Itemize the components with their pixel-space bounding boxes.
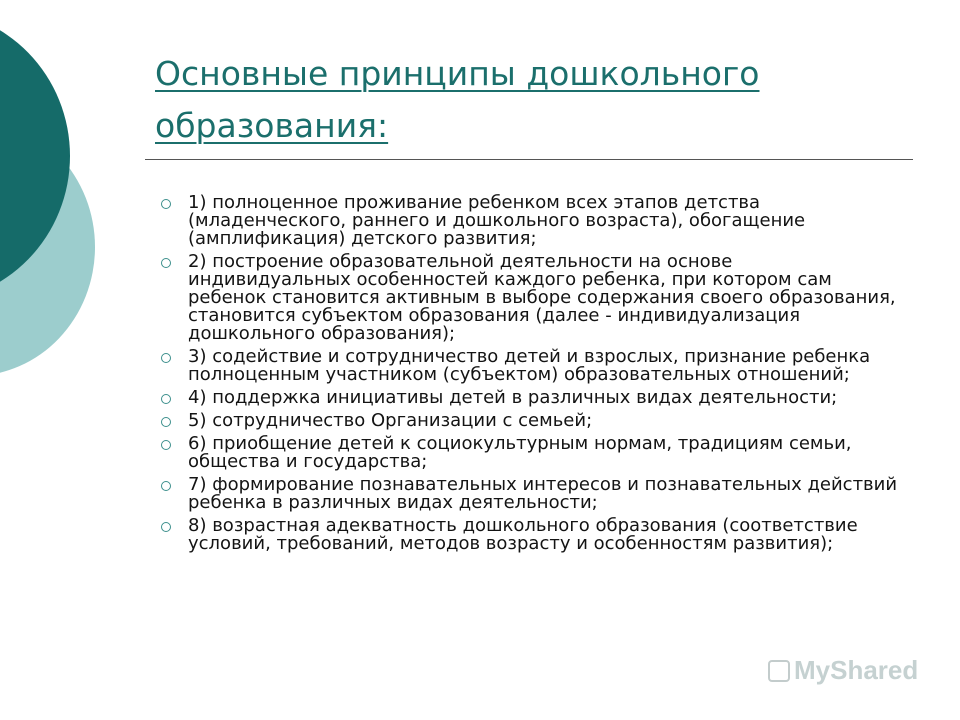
bullet-icon bbox=[159, 438, 173, 452]
list-item-text: 3) содействие и сотрудничество детей и взрослых, признание ребенка полноценным участником (субъектом) образовательных отношений; bbox=[188, 346, 871, 385]
bullet-icon bbox=[159, 392, 173, 406]
bullet-icon bbox=[159, 256, 173, 270]
bullet-icon bbox=[159, 197, 173, 211]
list-item bbox=[160, 435, 900, 471]
list-item bbox=[160, 517, 900, 553]
list-item-text: 5) сотрудничество Организации с семьей; bbox=[188, 410, 593, 431]
list-item-text: 2) построение образовательной деятельности на основе индивидуальных особенностей каждого ребенка, при котором сам ребенок становится активным в выборе содержания своего образования, становится субъектом образования (далее - индивидуализация дошкольного образования); bbox=[188, 251, 896, 344]
list-item bbox=[160, 348, 900, 384]
slide-title: Основные принципы дошкольного образования: bbox=[155, 54, 760, 145]
list-item bbox=[160, 412, 900, 430]
bullet-icon bbox=[159, 415, 173, 429]
watermark-text: MyShared bbox=[794, 655, 919, 685]
list-item bbox=[160, 389, 900, 407]
list-item bbox=[160, 476, 900, 512]
list-item-text: 1) полноценное проживание ребенком всех этапов детства (младенческого, раннего и дошкольного возраста), обогащение (амплификация) детского развития; bbox=[188, 192, 806, 249]
myshared-logo-icon bbox=[768, 660, 790, 682]
list-item-text: 8) возрастная адекватность дошкольного образования (соответствие условий, требований, методов возрасту и особенностям развития); bbox=[188, 515, 858, 554]
list-item bbox=[160, 194, 900, 248]
list-item-text: 4) поддержка инициативы детей в различных видах деятельности; bbox=[188, 387, 838, 408]
bullet-icon bbox=[159, 351, 173, 365]
principles-list bbox=[160, 194, 900, 558]
bullet-icon bbox=[159, 520, 173, 534]
list-item-text: 7) формирование познавательных интересов и познавательных действий ребенка в различных видах деятельности; bbox=[188, 474, 898, 513]
list-item bbox=[160, 253, 900, 343]
title-divider bbox=[145, 159, 913, 160]
list-item-text: 6) приобщение детей к социокультурным нормам, традициям семьи, общества и государства; bbox=[188, 433, 852, 472]
bullet-icon bbox=[159, 479, 173, 493]
watermark bbox=[768, 655, 918, 686]
